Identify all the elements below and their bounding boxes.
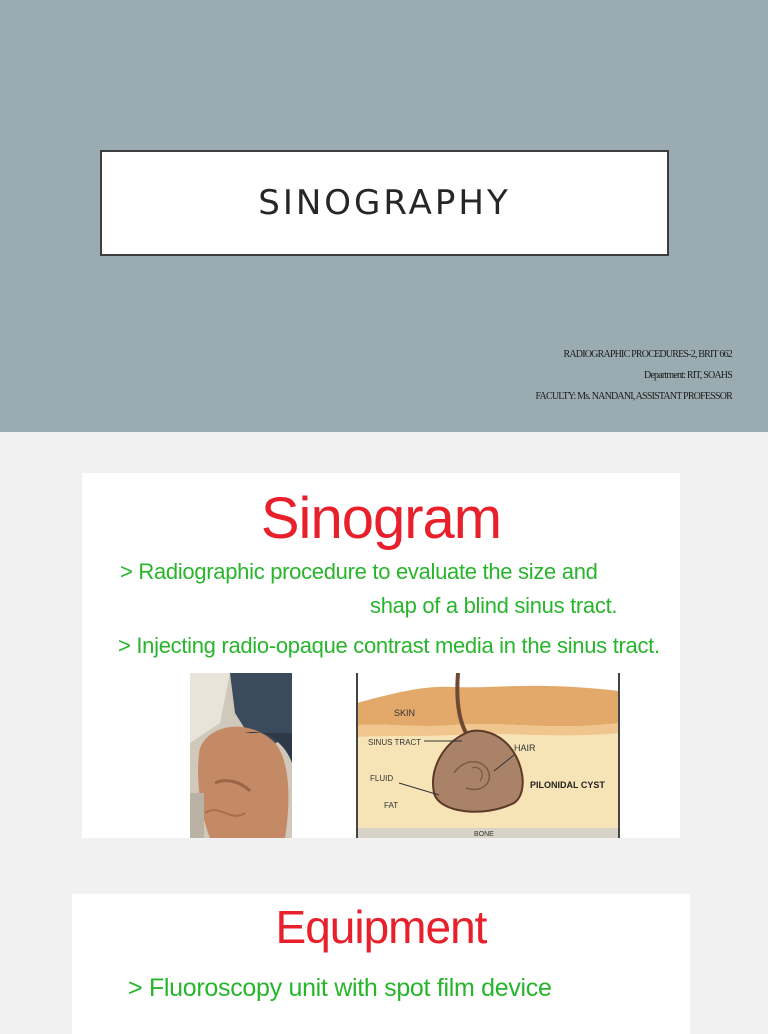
sinogram-heading: Sinogram [260, 486, 502, 551]
title-box [100, 150, 669, 256]
bullet-procedure-line2: shap of a blind sinus tract. [370, 593, 618, 618]
slide-equipment [72, 894, 690, 1034]
diagram-label-pilonidal-cyst: PILONIDAL CYST [530, 780, 605, 790]
diagram-label-fluid: FLUID [370, 774, 394, 783]
slide-sinogram [82, 473, 680, 838]
diagram-label-bone: BONE [474, 831, 494, 838]
equipment-heading: Equipment [275, 901, 487, 953]
pilonidal-cyst-diagram [354, 673, 622, 838]
patient-photo [190, 673, 292, 838]
bullet-procedure-line1: > Radiographic procedure to evaluate the size and [120, 559, 598, 584]
course-meta [536, 344, 732, 407]
bullet-fluoroscopy: > Fluoroscopy unit with spot film device [128, 974, 552, 1002]
course-line: RADIOGRAPHIC PROCEDURES-2, BRIT 662 [563, 349, 732, 360]
diagram-label-sinus-tract: SINUS TRACT [368, 738, 422, 747]
faculty-line: FACULTY: Ms. NANDANI, ASSISTANT PROFESSOR [535, 391, 732, 402]
diagram-label-hair: HAIR [514, 743, 536, 753]
slide-title-page [0, 0, 768, 432]
diagram-label-fat: FAT [384, 801, 399, 810]
diagram-label-skin: SKIN [394, 708, 416, 718]
slide-title: SINOGRAPHY [258, 183, 511, 223]
department-line: Department: RIT, SOAHS [643, 370, 732, 381]
bullet-injecting: > Injecting radio-opaque contrast media in the sinus tract. [118, 633, 660, 658]
